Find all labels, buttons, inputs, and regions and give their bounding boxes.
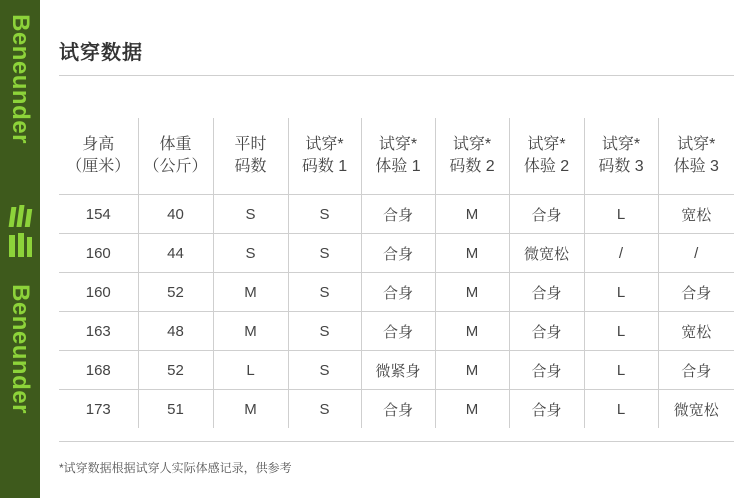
- column-header-line: 平时: [234, 136, 267, 153]
- column-header-line: 码数 2: [449, 158, 495, 175]
- table-cell: 宽松: [658, 195, 734, 234]
- column-header: [138, 118, 213, 195]
- table-cell: S: [213, 234, 288, 273]
- table-cell: /: [584, 234, 658, 273]
- table-cell: M: [435, 390, 509, 429]
- table-cell: 合身: [509, 273, 584, 312]
- column-header: [361, 118, 435, 195]
- table-cell: M: [435, 312, 509, 351]
- column-header-line: 体验 3: [673, 158, 719, 175]
- table-row: [59, 234, 734, 273]
- brand-name-top: Beneunder: [7, 14, 34, 144]
- column-header: [658, 118, 734, 195]
- table-cell: M: [213, 312, 288, 351]
- table-cell: L: [213, 351, 288, 390]
- table-cell: 微宽松: [658, 390, 734, 429]
- table-cell: 40: [138, 195, 213, 234]
- table-cell: L: [584, 312, 658, 351]
- column-header: [435, 118, 509, 195]
- table-cell: L: [584, 195, 658, 234]
- divider-top: [59, 75, 734, 76]
- column-header: [288, 118, 361, 195]
- table-cell: /: [658, 234, 734, 273]
- table-cell: 合身: [509, 195, 584, 234]
- column-header-line: 试穿*: [677, 136, 716, 153]
- table-cell: 51: [138, 390, 213, 429]
- table-cell: 合身: [658, 351, 734, 390]
- table-cell: 微宽松: [509, 234, 584, 273]
- table-cell: 48: [138, 312, 213, 351]
- table-cell: 合身: [361, 390, 435, 429]
- column-header-line: 码数 1: [301, 158, 348, 175]
- table-cell: 154: [59, 195, 138, 234]
- column-header-line: 试穿*: [527, 136, 566, 153]
- brand-strip: [0, 0, 40, 498]
- table-cell: S: [288, 312, 361, 351]
- column-header: [584, 118, 658, 195]
- table-cell: 163: [59, 312, 138, 351]
- footnote: *试穿数据根据试穿人实际体感记录，供参考: [59, 461, 292, 475]
- column-header-line: 体验 1: [375, 158, 421, 175]
- table-cell: S: [288, 390, 361, 429]
- table-cell: 44: [138, 234, 213, 273]
- table-cell: 160: [59, 273, 138, 312]
- column-header-line: （厘米）: [66, 158, 131, 175]
- table-cell: L: [584, 273, 658, 312]
- table-body: [59, 195, 734, 429]
- divider-bottom: [59, 441, 734, 442]
- table-cell: 合身: [658, 273, 734, 312]
- column-header-line: （公斤）: [143, 158, 208, 175]
- column-header-line: 身高: [82, 136, 115, 153]
- table-cell: M: [435, 195, 509, 234]
- table-row: [59, 273, 734, 312]
- table-cell: 160: [59, 234, 138, 273]
- table-cell: M: [435, 234, 509, 273]
- column-header-line: 试穿*: [452, 136, 492, 153]
- column-header: [213, 118, 288, 195]
- table-cell: S: [288, 351, 361, 390]
- table-cell: 微紧身: [361, 351, 435, 390]
- table-cell: 合身: [509, 351, 584, 390]
- table-cell: 合身: [509, 312, 584, 351]
- page-title: 试穿数据: [59, 42, 143, 64]
- table-cell: 合身: [361, 273, 435, 312]
- table-cell: M: [435, 351, 509, 390]
- brand-logo-icon: [8, 205, 34, 259]
- fit-data-table: [59, 118, 734, 428]
- column-header-line: 试穿*: [305, 136, 344, 153]
- table-cell: S: [288, 195, 361, 234]
- table-cell: 宽松: [658, 312, 734, 351]
- table-cell: L: [584, 390, 658, 429]
- column-header-line: 体验 2: [523, 158, 570, 175]
- table-row: [59, 351, 734, 390]
- table-cell: 52: [138, 273, 213, 312]
- column-header-line: 试穿*: [601, 136, 641, 153]
- table-header-row: [59, 118, 734, 195]
- column-header-line: 试穿*: [378, 136, 418, 153]
- table-cell: 52: [138, 351, 213, 390]
- table-cell: M: [435, 273, 509, 312]
- table-cell: 168: [59, 351, 138, 390]
- column-header-line: 体重: [159, 136, 192, 153]
- table-cell: 合身: [361, 234, 435, 273]
- table-cell: S: [288, 234, 361, 273]
- table-row: [59, 390, 734, 429]
- table-cell: S: [213, 195, 288, 234]
- column-header: [509, 118, 584, 195]
- table-row: [59, 312, 734, 351]
- table-cell: S: [288, 273, 361, 312]
- table-cell: M: [213, 390, 288, 429]
- column-header-line: 码数: [234, 158, 267, 175]
- column-header-line: 码数 3: [598, 158, 644, 175]
- table-cell: 合身: [361, 312, 435, 351]
- table-row: [59, 195, 734, 234]
- table-cell: L: [584, 351, 658, 390]
- table-cell: 173: [85, 400, 111, 418]
- table-cell: M: [213, 273, 288, 312]
- table-cell: 合身: [361, 195, 435, 234]
- table-cell: 合身: [509, 390, 584, 429]
- brand-name-bottom: Beneunder: [7, 284, 34, 414]
- column-header: [59, 118, 138, 195]
